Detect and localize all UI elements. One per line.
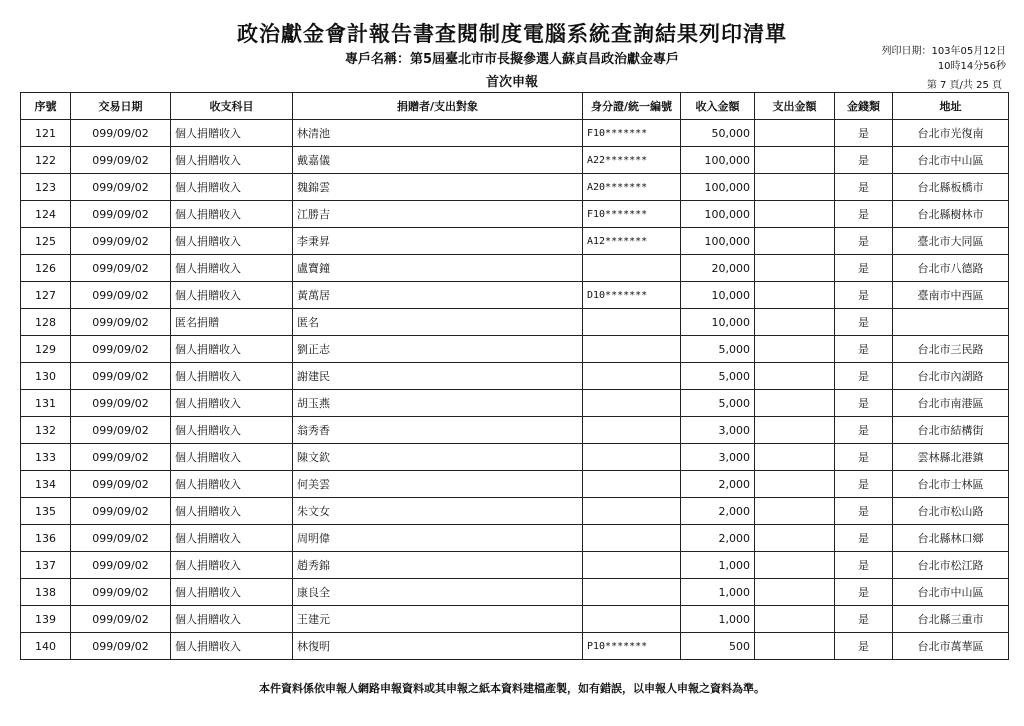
table-row — [21, 282, 1009, 309]
row-expense — [755, 336, 835, 363]
row-donor: 趙秀錦 — [293, 552, 583, 579]
col-header-no: 序號 — [21, 93, 71, 120]
row-income: 100,000 — [681, 174, 755, 201]
row-cash: 是 — [835, 444, 893, 471]
row-expense — [755, 147, 835, 174]
row-no: 126 — [21, 255, 71, 282]
row-no: 124 — [21, 201, 71, 228]
row-no: 136 — [21, 525, 71, 552]
row-cash: 是 — [835, 336, 893, 363]
row-date: 099/09/02 — [71, 363, 171, 390]
row-cash: 是 — [835, 120, 893, 147]
row-address: 台北縣板橋市 — [893, 174, 1009, 201]
row-no: 130 — [21, 363, 71, 390]
row-date: 099/09/02 — [71, 282, 171, 309]
row-income: 100,000 — [681, 147, 755, 174]
row-income: 3,000 — [681, 444, 755, 471]
row-id — [583, 390, 681, 417]
row-income: 100,000 — [681, 201, 755, 228]
row-address: 台北市光復南 — [893, 120, 1009, 147]
row-category: 個人捐贈收入 — [171, 174, 293, 201]
row-cash: 是 — [835, 633, 893, 660]
row-no: 135 — [21, 498, 71, 525]
row-cash: 是 — [835, 606, 893, 633]
row-id: F10******* — [583, 120, 681, 147]
row-id — [583, 309, 681, 336]
row-no: 138 — [21, 579, 71, 606]
row-date: 099/09/02 — [71, 201, 171, 228]
row-income: 2,000 — [681, 525, 755, 552]
row-income: 20,000 — [681, 255, 755, 282]
row-donor: 林復明 — [293, 633, 583, 660]
table-row — [21, 498, 1009, 525]
table-row — [21, 363, 1009, 390]
account-name-line — [0, 48, 1024, 67]
row-address: 臺北市大同區 — [893, 228, 1009, 255]
table-row — [21, 174, 1009, 201]
page-info: 第 7 頁/共 25 頁 — [926, 80, 1002, 91]
row-no: 133 — [21, 444, 71, 471]
row-income: 2,000 — [681, 471, 755, 498]
print-time: 10時14分56秒 — [937, 61, 1006, 72]
row-income: 3,000 — [681, 417, 755, 444]
row-income: 1,000 — [681, 606, 755, 633]
row-income: 1,000 — [681, 552, 755, 579]
col-header-date: 交易日期 — [71, 93, 171, 120]
row-address: 台北市南港區 — [893, 390, 1009, 417]
row-date: 099/09/02 — [71, 120, 171, 147]
row-expense — [755, 120, 835, 147]
row-expense — [755, 309, 835, 336]
row-cash: 是 — [835, 552, 893, 579]
table-row — [21, 147, 1009, 174]
col-header-donor: 捐贈者/支出對象 — [293, 93, 583, 120]
row-date: 099/09/02 — [71, 498, 171, 525]
row-expense — [755, 417, 835, 444]
col-header-income: 收入金額 — [681, 93, 755, 120]
row-address: 台北市三民路 — [893, 336, 1009, 363]
row-date: 099/09/02 — [71, 255, 171, 282]
row-address: 台北市內湖路 — [893, 363, 1009, 390]
row-no: 121 — [21, 120, 71, 147]
print-datetime — [881, 44, 1006, 74]
row-cash: 是 — [835, 255, 893, 282]
row-address: 台北市士林區 — [893, 471, 1009, 498]
row-address: 台北市松江路 — [893, 552, 1009, 579]
row-date: 099/09/02 — [71, 579, 171, 606]
row-donor: 朱文女 — [293, 498, 583, 525]
account-name-label: 專戶名稱： — [344, 52, 410, 67]
row-address: 台北市八德路 — [893, 255, 1009, 282]
row-no: 137 — [21, 552, 71, 579]
print-date-label: 列印日期： — [881, 46, 932, 57]
row-donor: 林清池 — [293, 120, 583, 147]
row-address: 台北縣林口鄉 — [893, 525, 1009, 552]
row-id — [583, 363, 681, 390]
report-title: 政治獻金會計報告書查閱制度電腦系統查詢結果列印清單 — [237, 22, 787, 46]
row-cash: 是 — [835, 363, 893, 390]
row-donor: 匿名 — [293, 309, 583, 336]
row-category: 匿名捐贈 — [171, 309, 293, 336]
col-header-address: 地址 — [893, 93, 1009, 120]
row-category: 個人捐贈收入 — [171, 444, 293, 471]
row-id: A22******* — [583, 147, 681, 174]
row-expense — [755, 363, 835, 390]
row-category: 個人捐贈收入 — [171, 633, 293, 660]
row-cash: 是 — [835, 309, 893, 336]
row-address: 台北市中山區 — [893, 147, 1009, 174]
row-category: 個人捐贈收入 — [171, 201, 293, 228]
row-expense — [755, 606, 835, 633]
row-cash: 是 — [835, 201, 893, 228]
row-no: 128 — [21, 309, 71, 336]
row-no: 123 — [21, 174, 71, 201]
row-donor: 周明偉 — [293, 525, 583, 552]
row-cash: 是 — [835, 498, 893, 525]
row-category: 個人捐贈收入 — [171, 552, 293, 579]
row-date: 099/09/02 — [71, 552, 171, 579]
report-type: 首次申報 — [485, 75, 538, 90]
row-cash: 是 — [835, 282, 893, 309]
row-no: 131 — [21, 390, 71, 417]
row-no: 127 — [21, 282, 71, 309]
row-donor: 江勝吉 — [293, 201, 583, 228]
table-header-row — [21, 93, 1009, 120]
row-id: D10******* — [583, 282, 681, 309]
row-expense — [755, 525, 835, 552]
row-date: 099/09/02 — [71, 390, 171, 417]
col-header-expense: 支出金額 — [755, 93, 835, 120]
row-id — [583, 498, 681, 525]
row-date: 099/09/02 — [71, 444, 171, 471]
row-no: 129 — [21, 336, 71, 363]
col-header-id: 身分證/統一編號 — [583, 93, 681, 120]
row-id — [583, 417, 681, 444]
row-income: 50,000 — [681, 120, 755, 147]
row-cash: 是 — [835, 174, 893, 201]
row-address: 台北市中山區 — [893, 579, 1009, 606]
row-address: 臺南市中西區 — [893, 282, 1009, 309]
row-cash: 是 — [835, 471, 893, 498]
row-donor: 王建元 — [293, 606, 583, 633]
row-address: 台北縣樹林市 — [893, 201, 1009, 228]
row-id — [583, 606, 681, 633]
row-address: 台北市萬華區 — [893, 633, 1009, 660]
row-date: 099/09/02 — [71, 309, 171, 336]
row-category: 個人捐贈收入 — [171, 147, 293, 174]
row-income: 500 — [681, 633, 755, 660]
row-category: 個人捐贈收入 — [171, 255, 293, 282]
row-no: 132 — [21, 417, 71, 444]
row-income: 1,000 — [681, 579, 755, 606]
row-no: 139 — [21, 606, 71, 633]
table-row — [21, 255, 1009, 282]
table-row — [21, 633, 1009, 660]
footer-note: 本件資料係依申報人網路申報資料或其申報之紙本資料建檔產製，如有錯誤，以申報人申報之資料為準。 — [259, 682, 765, 695]
col-header-category: 收支科目 — [171, 93, 293, 120]
row-id: A20******* — [583, 174, 681, 201]
row-id — [583, 552, 681, 579]
donation-table — [20, 92, 1009, 660]
account-name: 第5屆臺北市市長擬參選人蘇貞昌政治獻金專戶 — [409, 52, 680, 67]
row-id: P10******* — [583, 633, 681, 660]
row-category: 個人捐贈收入 — [171, 390, 293, 417]
row-expense — [755, 552, 835, 579]
row-category: 個人捐贈收入 — [171, 363, 293, 390]
row-donor: 胡玉燕 — [293, 390, 583, 417]
row-id: A12******* — [583, 228, 681, 255]
row-donor: 翁秀香 — [293, 417, 583, 444]
row-donor: 盧寶鐘 — [293, 255, 583, 282]
row-donor: 何美雲 — [293, 471, 583, 498]
row-date: 099/09/02 — [71, 228, 171, 255]
row-income: 5,000 — [681, 336, 755, 363]
row-expense — [755, 444, 835, 471]
table-row — [21, 444, 1009, 471]
row-expense — [755, 390, 835, 417]
table-row — [21, 120, 1009, 147]
row-cash: 是 — [835, 228, 893, 255]
row-donor: 謝建民 — [293, 363, 583, 390]
row-category: 個人捐贈收入 — [171, 525, 293, 552]
row-category: 個人捐贈收入 — [171, 336, 293, 363]
row-address: 台北市結構街 — [893, 417, 1009, 444]
row-cash: 是 — [835, 417, 893, 444]
row-address: 雲林縣北港鎮 — [893, 444, 1009, 471]
row-category: 個人捐贈收入 — [171, 282, 293, 309]
row-expense — [755, 174, 835, 201]
row-id — [583, 579, 681, 606]
row-donor: 黃萬居 — [293, 282, 583, 309]
row-cash: 是 — [835, 525, 893, 552]
row-cash: 是 — [835, 390, 893, 417]
row-no: 134 — [21, 471, 71, 498]
row-donor: 陳文欽 — [293, 444, 583, 471]
table-row — [21, 336, 1009, 363]
row-income: 5,000 — [681, 390, 755, 417]
row-expense — [755, 201, 835, 228]
row-expense — [755, 228, 835, 255]
row-category: 個人捐贈收入 — [171, 498, 293, 525]
table-row — [21, 552, 1009, 579]
row-category: 個人捐贈收入 — [171, 120, 293, 147]
row-date: 099/09/02 — [71, 633, 171, 660]
row-date: 099/09/02 — [71, 606, 171, 633]
table-row — [21, 228, 1009, 255]
row-donor: 戴嘉儀 — [293, 147, 583, 174]
row-date: 099/09/02 — [71, 525, 171, 552]
row-id — [583, 471, 681, 498]
row-income: 100,000 — [681, 228, 755, 255]
row-address: 台北市松山路 — [893, 498, 1009, 525]
row-income: 5,000 — [681, 363, 755, 390]
row-date: 099/09/02 — [71, 471, 171, 498]
row-expense — [755, 633, 835, 660]
row-expense — [755, 282, 835, 309]
row-id — [583, 444, 681, 471]
row-id — [583, 336, 681, 363]
table-row — [21, 417, 1009, 444]
row-id — [583, 255, 681, 282]
table-row — [21, 606, 1009, 633]
row-donor: 魏錦雲 — [293, 174, 583, 201]
row-address — [893, 309, 1009, 336]
table-row — [21, 471, 1009, 498]
row-category: 個人捐贈收入 — [171, 417, 293, 444]
table-row — [21, 525, 1009, 552]
row-income: 2,000 — [681, 498, 755, 525]
row-category: 個人捐贈收入 — [171, 228, 293, 255]
row-no: 125 — [21, 228, 71, 255]
row-donor: 劉正志 — [293, 336, 583, 363]
row-id: F10******* — [583, 201, 681, 228]
row-expense — [755, 498, 835, 525]
row-income: 10,000 — [681, 309, 755, 336]
row-no: 122 — [21, 147, 71, 174]
col-header-cash: 金錢類 — [835, 93, 893, 120]
row-id — [583, 525, 681, 552]
table-row — [21, 309, 1009, 336]
table-row — [21, 201, 1009, 228]
row-category: 個人捐贈收入 — [171, 471, 293, 498]
row-expense — [755, 579, 835, 606]
row-date: 099/09/02 — [71, 174, 171, 201]
row-cash: 是 — [835, 147, 893, 174]
row-income: 10,000 — [681, 282, 755, 309]
row-expense — [755, 255, 835, 282]
row-category: 個人捐贈收入 — [171, 579, 293, 606]
row-category: 個人捐贈收入 — [171, 606, 293, 633]
row-date: 099/09/02 — [71, 147, 171, 174]
row-date: 099/09/02 — [71, 336, 171, 363]
row-donor: 康良全 — [293, 579, 583, 606]
print-date: 103年05月12日 — [931, 46, 1006, 57]
row-expense — [755, 471, 835, 498]
row-cash: 是 — [835, 579, 893, 606]
row-donor: 李秉昇 — [293, 228, 583, 255]
table-row — [21, 390, 1009, 417]
table-row — [21, 579, 1009, 606]
row-date: 099/09/02 — [71, 417, 171, 444]
row-address: 台北縣三重市 — [893, 606, 1009, 633]
row-no: 140 — [21, 633, 71, 660]
